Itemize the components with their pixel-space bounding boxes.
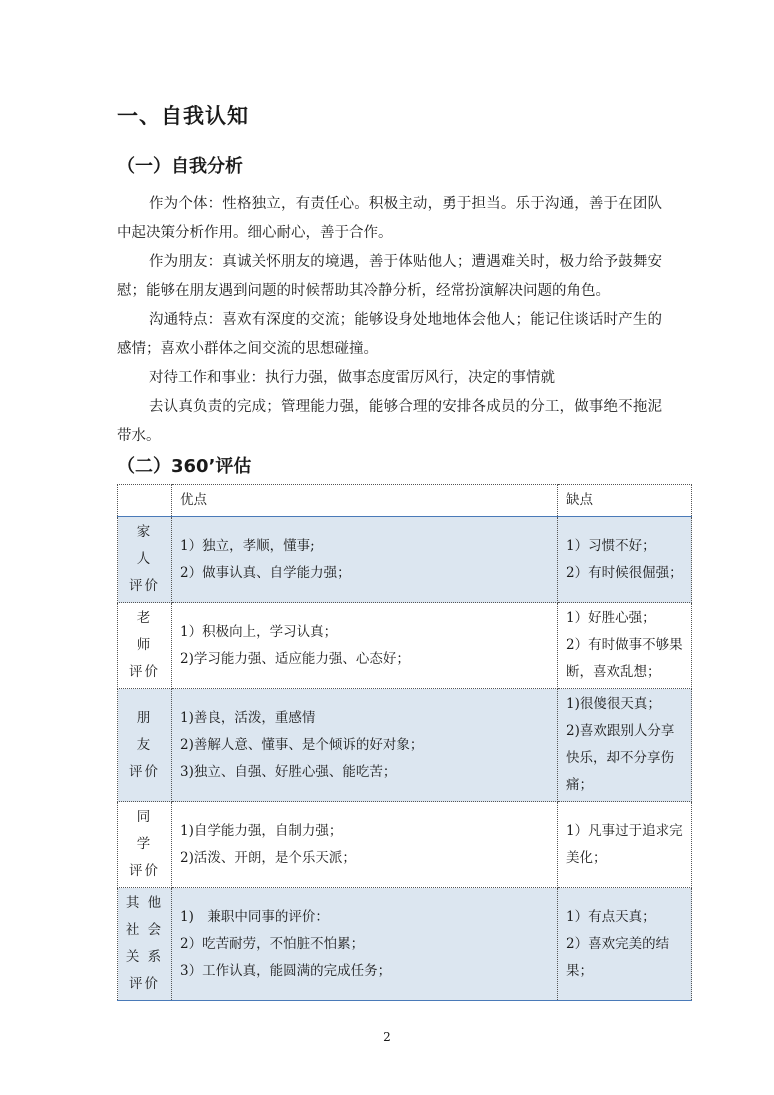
heading-self-awareness: 一、自我认知 <box>117 104 249 128</box>
header-pros-cell: 优点 <box>172 485 558 517</box>
cons-cell: 1）习惯不好； 2）有时候很倔强； <box>558 517 692 603</box>
category-cell: 家 人 评价 <box>118 517 172 603</box>
table-row-teacher <box>118 603 692 689</box>
category-cell: 朋 友 评价 <box>118 689 172 802</box>
header-category-cell <box>118 485 172 517</box>
table-row-other-social <box>118 888 692 1001</box>
pros-cell: 1)自学能力强，自制力强； 2)活泼、开朗，是个乐天派； <box>172 802 558 888</box>
table-row-family <box>118 517 692 603</box>
category-cell: 同 学 评价 <box>118 802 172 888</box>
cons-cell: 1）有点天真； 2）喜欢完美的结果； <box>558 888 692 1001</box>
table-row-classmate <box>118 802 692 888</box>
section-title-self-analysis: （一）自我分析 <box>117 156 243 177</box>
paragraph-friend: 作为朋友：真诚关怀朋友的境遇，善于体贴他人；遭遇难关时，极力给予鼓舞安慰；能够在朋友遇到问题的时候帮助其冷静分析，经常扮演解决问题的角色。 <box>117 254 662 299</box>
section-title-360-evaluation: （二）360’评估 <box>117 456 252 477</box>
paragraph-work-attitude: 对待工作和事业：执行力强，做事态度雷厉风行，决定的事情就 <box>149 370 555 386</box>
table-header-row <box>118 485 692 517</box>
cons-cell: 1）凡事过于追求完美化； <box>558 802 692 888</box>
pros-cell: 1) 兼职中同事的评价： 2）吃苦耐劳，不怕脏不怕累； 3）工作认真，能圆满的完成任务； <box>172 888 558 1001</box>
pros-cell: 1）积极向上，学习认真； 2)学习能力强、适应能力强、心态好； <box>172 603 558 689</box>
paragraph-individual: 作为个体：性格独立，有责任心。积极主动，勇于担当。乐于沟通，善于在团队中起决策分析作用。细心耐心，善于合作。 <box>117 196 662 241</box>
cons-cell: 1)很傻很天真； 2)喜欢跟别人分享快乐，却不分享伤痛； <box>558 689 692 802</box>
paragraph-communication: 沟通特点：喜欢有深度的交流；能够设身处地地体会他人；能记住谈话时产生的感情；喜欢小群体之间交流的思想碰撞。 <box>117 312 662 357</box>
pros-cell: 1）独立，孝顺，懂事; 2）做事认真、自学能力强； <box>172 517 558 603</box>
header-cons-cell: 缺点 <box>558 485 692 517</box>
cons-cell: 1）好胜心强； 2）有时做事不够果断，喜欢乱想； <box>558 603 692 689</box>
category-cell: 老 师 评价 <box>118 603 172 689</box>
evaluation-table <box>117 484 692 1001</box>
pros-cell: 1)善良，活泼，重感情 2)善解人意、懂事、是个倾诉的好对象； 3)独立、自强、好胜心强、能吃苦； <box>172 689 558 802</box>
page-number: 2 <box>383 1030 391 1044</box>
category-cell: 其 他 社 会 关 系 评价 <box>118 888 172 1001</box>
table-row-friend <box>118 689 692 802</box>
paragraph-management: 去认真负责的完成；管理能力强，能够合理的安排各成员的分工，做事绝不拖泥带水。 <box>117 399 662 444</box>
